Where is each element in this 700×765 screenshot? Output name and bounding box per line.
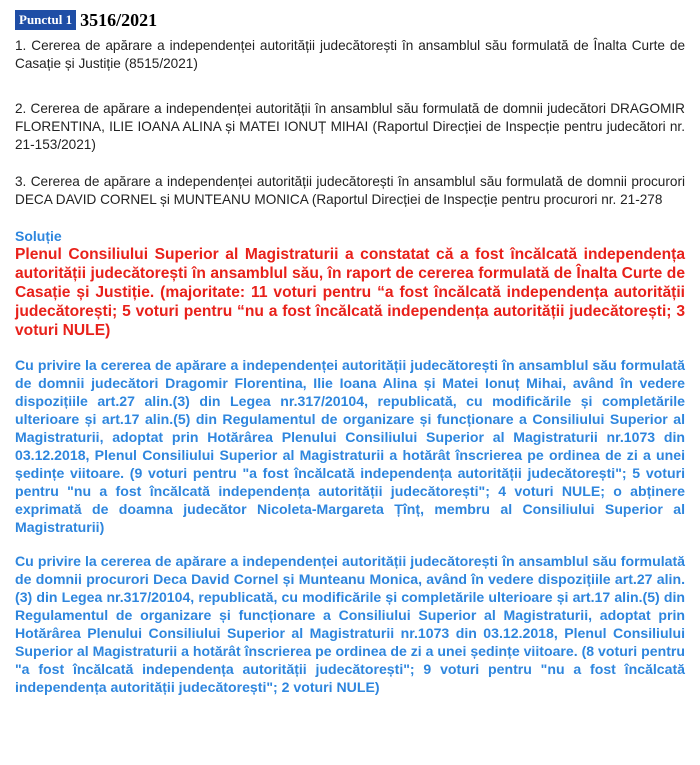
request-item-2: 2. Cererea de apărare a independenței autorității în ansamblul său formulată de domnii judecători DRAGOMIR FLORENTINA, ILIE IOANA ALINA și MATEI IONUȚ MIHAI (Raportul Direcției de Inspecție pentru judecători nr. 21-153/2021)	[15, 101, 685, 152]
solution-decision-2: Cu privire la cererea de apărare a independenței autorității judecătorești în ansamblul său formulată de domnii judecători Dragomir Florentina, Ilie Ioana Alina și Matei Ionuț Mihai, având în vedere dispozițiile art.27 alin.(3) din Legea nr.317/20104, republicată, cu modificările și completările ulterioare și art.17 alin.(5) din Regulamentul de organizare și funcționare a Consiliului Superior al Magistraturii, adoptat prin Hotărârea Plenului Consiliului Superior al Magistraturii nr.1073 din 03.12.2018, Plenul Consiliului Superior al Magistraturii a hotărât înscrierea pe ordinea de zi a unei ședințe viitoare. (9 voturi pentru "a fost încălcată independența autorității judecătorești"; 5 voturi pentru "nu a fost încălcată independența autorității judecătorești"; 4 voturi NULE; o abținere exprimată de doamna judecător Nicoleta-Margareta Țînț, membru al Consiliului Superior al Magistraturii)	[15, 357, 685, 535]
solution-decision-1: Plenul Consiliului Superior al Magistraturii a constatat că a fost încălcată independența autorității judecătorești în ansamblul său, în raport de cererea formulată de Înalta Curte de Casație și Justiție. (majoritate: 11 voturi pentru “a fost încălcată independența autorității judecătorești; 5 voturi pentru “nu a fost încălcată independența autorității judecătorești; 3 voturi NULE)	[15, 246, 685, 339]
request-item-3: 3. Cererea de apărare a independenței autorității judecătorești în ansamblul său formulată de domnii procurori DECA DAVID CORNEL și MUNTEANU MONICA (Raportul Direcției de Inspecție pentru procurori nr. 21-278	[15, 174, 685, 207]
agenda-point-badge: Punctul 1	[15, 10, 76, 30]
solution-decision-3: Cu privire la cererea de apărare a independenței autorității judecătorești în ansamblul său formulată de domnii procurori Deca David Cornel și Munteanu Monica, având în vedere dispozițiile art.27 alin.(3) din Legea nr.317/20104, republicată, cu modificările și completările ulterioare și art.17 alin.(5) din Regulamentul de organizare și funcționare a Consiliului Superior al Magistraturii, adoptat prin Hotărârea Plenului Consiliului Superior al Magistraturii nr.1073 din 03.12.2018, Plenul Consiliului Superior al Magistraturii a hotărât înscrierea pe ordinea de zi a unei ședințe viitoare. (8 voturi pentru "a fost încălcată independența autorității judecătorești"; 9 voturi pentru "nu a fost încălcată independența autorității judecătorești"; 2 voturi NULE)	[15, 553, 685, 695]
solution-label: Soluție	[15, 228, 62, 244]
request-item-1: 1. Cererea de apărare a independenței autorității judecătorești în ansamblul său formulată de Înalta Curte de Casație și Justiție (8515/2021)	[15, 38, 685, 71]
agenda-header	[15, 9, 685, 31]
case-number: 3516/2021	[80, 10, 158, 30]
document	[15, 9, 685, 696]
